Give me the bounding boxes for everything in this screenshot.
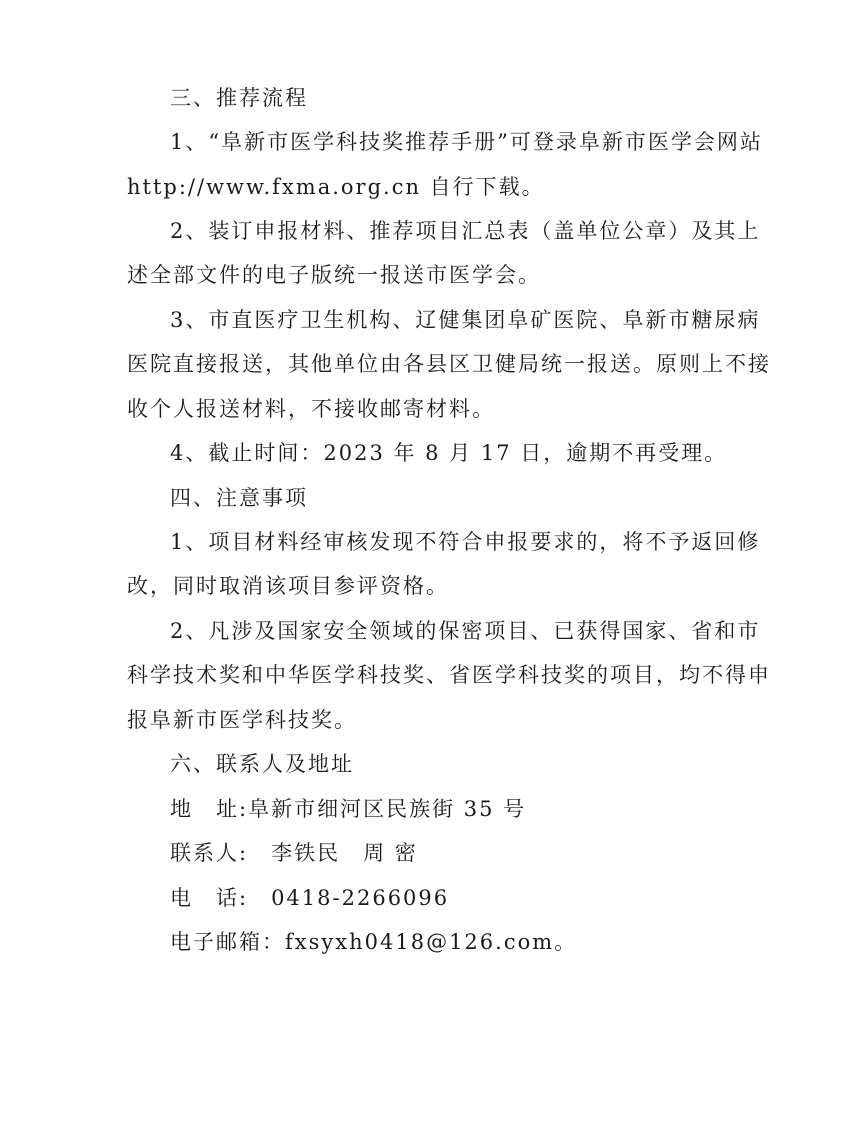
- note-1-line-2: 改，同时取消该项目参评资格。: [127, 574, 449, 598]
- note-2-line-1: 2、凡涉及国家安全领域的保密项目、已获得国家、省和市: [170, 619, 761, 643]
- paragraph-1-line-1: 1、“阜新市医学科技奖推荐手册”可登录阜新市医学会网站: [170, 130, 763, 154]
- contact-phone: 电 话: 0418-2266096: [170, 886, 450, 910]
- contact-persons: 联系人: 李铁民 周 密: [170, 841, 418, 865]
- section-heading-process: 三、推荐流程: [170, 86, 308, 110]
- paragraph-3-line-1: 3、市直医疗卫生机构、辽健集团阜矿医院、阜新市糖尿病: [170, 308, 761, 332]
- paragraph-3-line-3: 收个人报送材料，不接收邮寄材料。: [127, 397, 495, 421]
- contact-email: 电子邮箱：fxsyxh0418@126.com。: [170, 930, 578, 954]
- paragraph-2-line-1: 2、装订申报材料、推荐项目汇总表（盖单位公章）及其上: [170, 219, 761, 243]
- note-2-line-3: 报阜新市医学科技奖。: [127, 708, 357, 732]
- paragraph-1-line-2: http://www.fxma.org.cn 自行下载。: [127, 175, 545, 199]
- paragraph-3-line-2: 医院直接报送，其他单位由各县区卫健局统一报送。原则上不接: [127, 352, 771, 376]
- paragraph-2-line-2: 述全部文件的电子版统一报送市医学会。: [127, 263, 541, 287]
- note-2-line-2: 科学技术奖和中华医学科技奖、省医学科技奖的项目，均不得申: [127, 663, 771, 687]
- paragraph-4-deadline: 4、截止时间：2023 年 8 月 17 日，逾期不再受理。: [170, 441, 728, 465]
- section-heading-contact: 六、联系人及地址: [170, 752, 354, 776]
- contact-address: 地 址:阜新市细河区民族街 35 号: [170, 797, 527, 821]
- note-1-line-1: 1、项目材料经审核发现不符合申报要求的，将不予返回修: [170, 530, 761, 554]
- section-heading-notes: 四、注意事项: [170, 486, 308, 510]
